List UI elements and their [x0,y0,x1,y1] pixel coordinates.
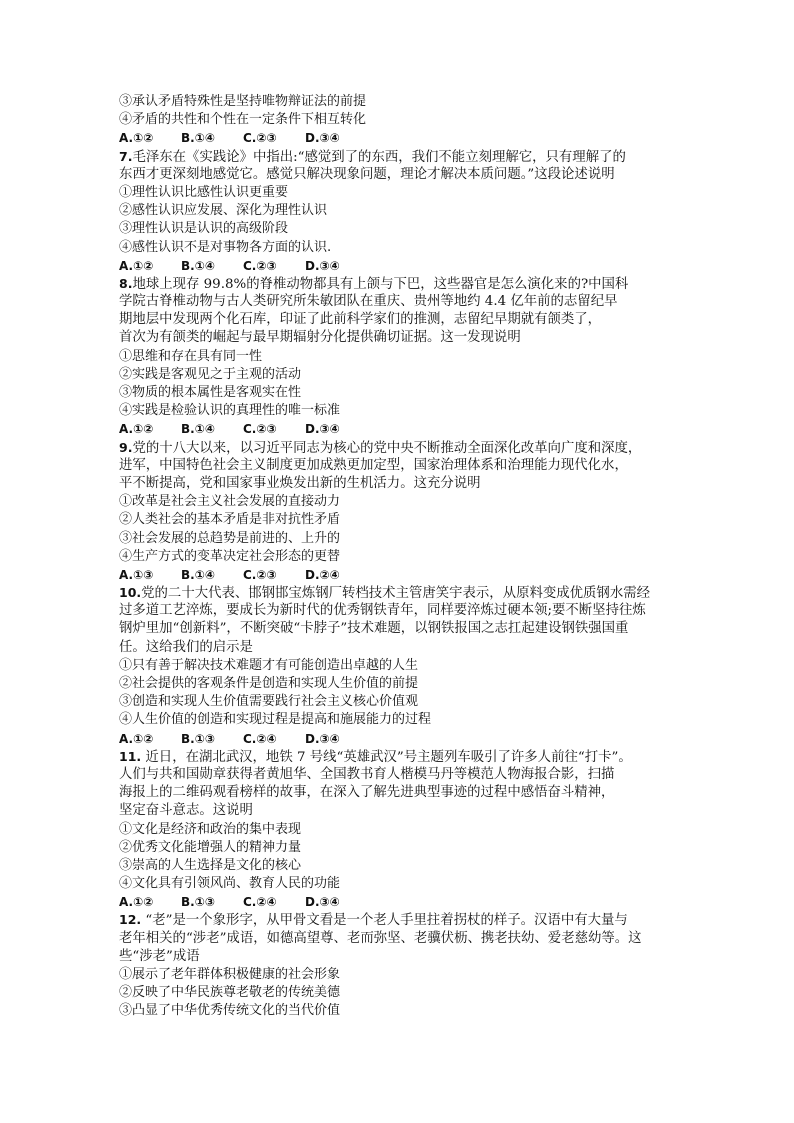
option-c: C.②④ [243,731,277,746]
option-c: C.②④ [243,895,277,910]
question-11-stem-line: 海报上的二维码观看榜样的故事，在深入了解先进典型事迹的过程中感悟奋斗精神， [119,785,615,801]
choice-line: ④实践是检验认识的真理性的唯一标准 [119,403,341,419]
question-8-stem-line: 首次为有颌类的崛起与最早期辐射分化提供确切证据。这一发现说明 [119,330,521,346]
option-b: B.①③ [181,895,216,910]
answer-options [119,730,679,748]
question-number: 8. [119,275,133,291]
question-number: 7. [119,148,133,164]
choice-line: ①展示了老年群体积极健康的社会形象 [119,967,341,982]
answer-options [119,893,679,911]
question-12-stem-line: 老年相关的“涉老”成语，如德高望尊、老而弥坚、老骥伏枥、携老扶幼、爱老慈幼等。这 [119,930,642,946]
choice-line: ②优秀文化能增强人的精神力量 [119,839,302,855]
option-a: A.①② [119,422,154,437]
option-c: C.②③ [243,131,277,146]
question-number: 11. [119,748,142,764]
choice-line: ①改革是社会主义社会发展的直接动力 [119,494,341,510]
question-11-stem-line: 人们与共和国勋章获得者黄旭华、全国教书育人楷模马丹等模范人物海报合影，扫描 [119,766,615,782]
choice-line: ③崇高的人生选择是文化的核心 [119,857,302,873]
choice-line: ③承认矛盾特殊性是坚持唯物辩证法的前提 [119,94,367,109]
option-c: C.②③ [243,567,277,582]
choice-line: ③凸显了中华优秀传统文化的当代价值 [119,1003,341,1019]
question-number: 9. [119,439,133,455]
answer-options [119,257,679,275]
choice-line: ④文化具有引领风尚、教育人民的功能 [119,876,341,892]
question-12-stem-line: 12. “老”是一个象形字，从甲骨文看是一个老人手里拄着拐杖的样子。汉语中有大量与 [119,912,628,929]
question-12-stem-line: 些“涉老”成语 [119,948,200,964]
question-8-stem-line: 8.地球上现存 99.8%的脊椎动物都具有上颌与下巴，这些器官是怎么演化来的?中国科 [119,275,629,292]
question-9-stem-line: 平不断提高，党和国家事业焕发出新的生机活力。这充分说明 [119,475,481,491]
question-10-stem-line: 任。这给我们的启示是 [119,639,253,655]
answer-options [119,566,679,584]
option-c: C.②③ [243,258,277,273]
option-c: C.②③ [243,422,277,437]
question-10-stem-line: 10.党的二十大代表、邯钢邯宝炼钢厂转档技术主管唐笑宇表示，从原料变成优质钢水需经 [119,585,650,602]
choice-line: ①只有善于解决技术难题才有可能创造出卓越的人生 [119,657,419,673]
question-10-stem-line: 过多道工艺淬炼，要成长为新时代的优秀钢铁青年，同样要淬炼过硬本领;要不断坚持往炼 [119,603,646,619]
option-a: A.①② [119,731,154,746]
option-d: D.③④ [305,422,340,437]
choice-line: ③理性认识是认识的高级阶段 [119,221,289,237]
choice-line: ②社会提供的客观条件是创造和实现人生价值的前提 [119,676,419,691]
option-d: D.③④ [305,131,340,146]
question-8-stem-line: 期地层中发现两个化石库，印证了此前科学家们的推测，志留纪早期就有颌类了， [119,312,602,328]
question-7-stem-line: 7.毛泽东在《实践论》中指出:“感觉到了的东西，我们不能立刻理解它，只有理解了的 [119,148,626,165]
choice-line: ③社会发展的总趋势是前进的、上升的 [119,530,341,546]
option-b: B.①④ [181,258,216,273]
option-d: D.③④ [305,258,340,273]
choice-line: ①思维和存在具有同一性 [119,348,263,364]
question-7-stem-line: 东西才更深刻地感觉它。感觉只解决现象问题，理论才解决本质问题。”这段论述说明 [119,166,615,182]
choice-line: ④生产方式的变革决定社会形态的更替 [119,548,341,564]
choice-line: ②反映了中华民族尊老敬老的传统美德 [119,985,341,1001]
choice-line: ④人生价值的创造和实现过程是提高和施展能力的过程 [119,712,432,728]
choice-line: ②实践是客观见之于主观的活动 [119,366,302,382]
answer-options [119,420,679,438]
question-number: 12. [119,912,142,928]
choice-line: ①文化是经济和政治的集中表现 [119,821,302,837]
option-b: B.①④ [181,131,216,146]
choice-line: ③创造和实现人生价值需要践行社会主义核心价值观 [119,694,419,710]
option-b: B.①④ [181,422,216,437]
question-number: 10. [119,585,142,601]
option-d: D.②④ [305,567,340,582]
question-9-stem-line: 进军，中国特色社会主义制度更加成熟更加定型，国家治理体系和治理能力现代化水， [119,457,628,473]
choice-line: ②感性认识应发展、深化为理性认识 [119,203,328,219]
choice-line: ③物质的根本属性是客观实在性 [119,385,302,400]
option-d: D.③④ [305,731,340,746]
choice-line: ④感性认识不是对事物各方面的认识. [119,239,332,255]
question-10-stem-line: 钢炉里加“创新料”，不断突破“卡脖子”技术难题，以钢铁报国之志扛起建设钢铁强国重 [119,621,629,637]
option-d: D.③④ [305,895,340,910]
option-a: A.①③ [119,567,154,582]
choice-line: ①理性认识比感性认识更重要 [119,184,289,200]
option-a: A.①② [119,895,154,910]
question-11-stem-line: 坚定奋斗意志。这说明 [119,803,253,819]
choice-line: ②人类社会的基本矛盾是非对抗性矛盾 [119,512,341,528]
question-9-stem-line: 9.党的十八大以来，以习近平同志为核心的党中央不断推动全面深化改革向广度和深度， [119,439,642,456]
answer-options [119,129,679,147]
option-a: A.①② [119,258,154,273]
choice-line: ④矛盾的共性和个性在一定条件下相互转化 [119,112,367,128]
option-a: A.①② [119,131,154,146]
question-11-stem-line: 11. 近日，在湖北武汉，地铁 7 号线“英雄武汉”号主题列车吸引了许多人前往“打卡”。 [119,748,632,765]
question-8-stem-line: 学院古脊椎动物与古人类研究所朱敏团队在重庆、贵州等地约 4.4 亿年前的志留纪早 [119,294,618,310]
option-b: B.①④ [181,567,216,582]
option-b: B.①③ [181,731,216,746]
exam-page [119,93,679,1021]
